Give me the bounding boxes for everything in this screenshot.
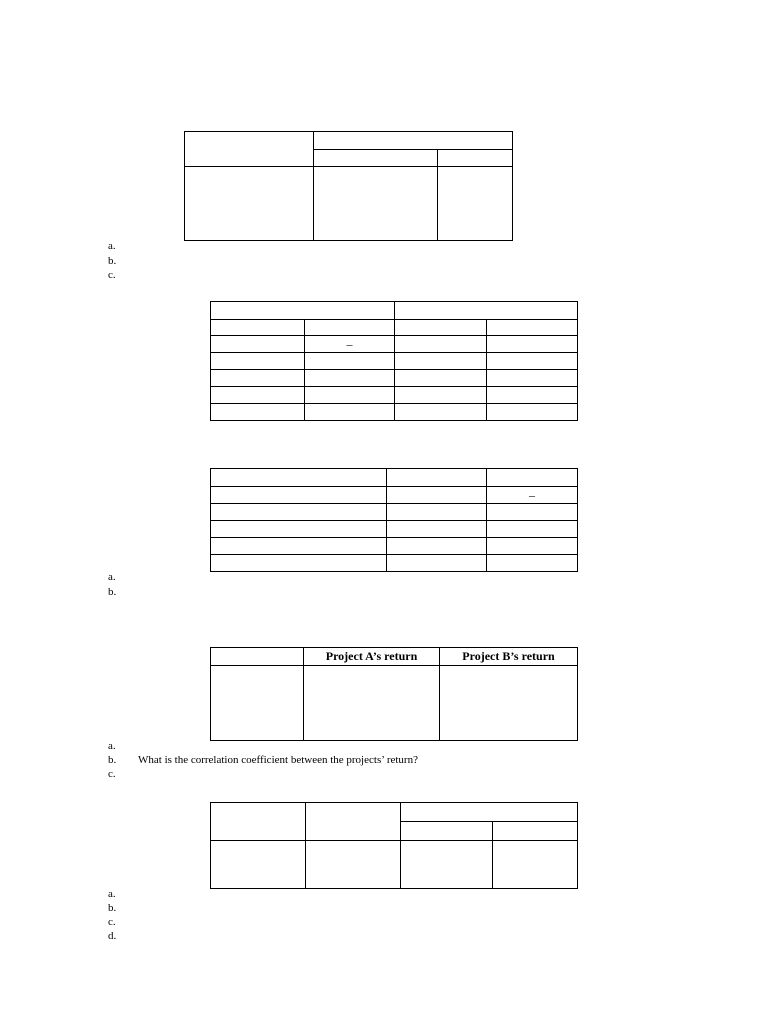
table-cell <box>314 150 438 167</box>
list-item: c. <box>108 916 116 928</box>
table-cell <box>487 353 578 370</box>
table-header-cell <box>211 648 304 666</box>
table-cell <box>306 841 401 889</box>
table-cell <box>387 521 487 538</box>
table-cell <box>493 822 578 841</box>
table-cell <box>395 404 487 421</box>
table-cell <box>185 167 314 241</box>
table-cell <box>211 504 387 521</box>
table-cell <box>395 353 487 370</box>
table-cell <box>211 555 387 572</box>
table-1 <box>184 131 513 241</box>
table-cell <box>314 167 438 241</box>
table-2 <box>210 301 578 421</box>
table-cell <box>487 370 578 387</box>
dash-mark: – <box>529 488 535 502</box>
table-cell <box>387 555 487 572</box>
table-cell <box>211 387 305 404</box>
table-cell <box>305 387 395 404</box>
list-item: b. <box>108 255 117 267</box>
table-cell <box>305 370 395 387</box>
table-cell <box>211 370 305 387</box>
table-cell <box>487 487 578 504</box>
table-cell <box>304 666 440 741</box>
list-item: d. <box>108 930 117 942</box>
list-item: a. <box>108 740 116 752</box>
table-cell <box>395 302 578 320</box>
list-item: b. What is the correlation coefficient between the projects’ return? <box>108 754 418 766</box>
table-cell <box>438 150 513 167</box>
table-cell <box>211 302 395 320</box>
table-header-cell: Project B’s return <box>440 648 578 666</box>
table-cell <box>211 336 305 353</box>
table-cell <box>401 841 493 889</box>
table-cell <box>211 841 306 889</box>
table-cell <box>211 320 305 336</box>
table-cell <box>487 504 578 521</box>
table-cell <box>306 803 401 841</box>
table-header-cell: Project A’s return <box>304 648 440 666</box>
list-item: c. <box>108 269 116 281</box>
table-cell <box>211 803 306 841</box>
table-cell <box>211 404 305 421</box>
table-cell <box>211 666 304 741</box>
table-cell <box>211 353 305 370</box>
list-item: a. <box>108 888 116 900</box>
table-cell <box>305 336 395 353</box>
table-cell <box>305 353 395 370</box>
table-cell <box>305 320 395 336</box>
table-cell <box>493 841 578 889</box>
table-cell <box>305 404 395 421</box>
table-3 <box>210 468 578 572</box>
question-text: What is the correlation coefficient between the projects’ return? <box>138 754 418 766</box>
table-cell <box>395 370 487 387</box>
table-cell <box>487 404 578 421</box>
list-item: a. <box>108 240 116 252</box>
table-cell <box>395 336 487 353</box>
list-item: c. <box>108 768 116 780</box>
list-item: b. <box>108 902 117 914</box>
list-item: b. <box>108 586 117 598</box>
table-cell <box>438 167 513 241</box>
table-cell <box>487 387 578 404</box>
table-cell <box>211 538 387 555</box>
table-cell <box>185 132 314 167</box>
table-cell <box>487 469 578 487</box>
table-cell <box>211 521 387 538</box>
table-5 <box>210 802 578 889</box>
table-cell <box>387 487 487 504</box>
table-cell <box>401 822 493 841</box>
table-cell <box>487 538 578 555</box>
table-cell <box>440 666 578 741</box>
table-cell <box>395 387 487 404</box>
table-cell <box>387 469 487 487</box>
table-cell <box>487 555 578 572</box>
table-cell <box>395 320 487 336</box>
dash-mark: – <box>346 337 353 351</box>
table-cell <box>314 132 513 150</box>
table-4 <box>210 647 578 741</box>
table-cell <box>487 336 578 353</box>
table-cell <box>401 803 578 822</box>
table-cell <box>387 538 487 555</box>
list-item: a. <box>108 571 116 583</box>
table-cell <box>487 320 578 336</box>
table-cell <box>211 487 387 504</box>
table-cell <box>487 521 578 538</box>
table-cell <box>387 504 487 521</box>
table-cell <box>211 469 387 487</box>
